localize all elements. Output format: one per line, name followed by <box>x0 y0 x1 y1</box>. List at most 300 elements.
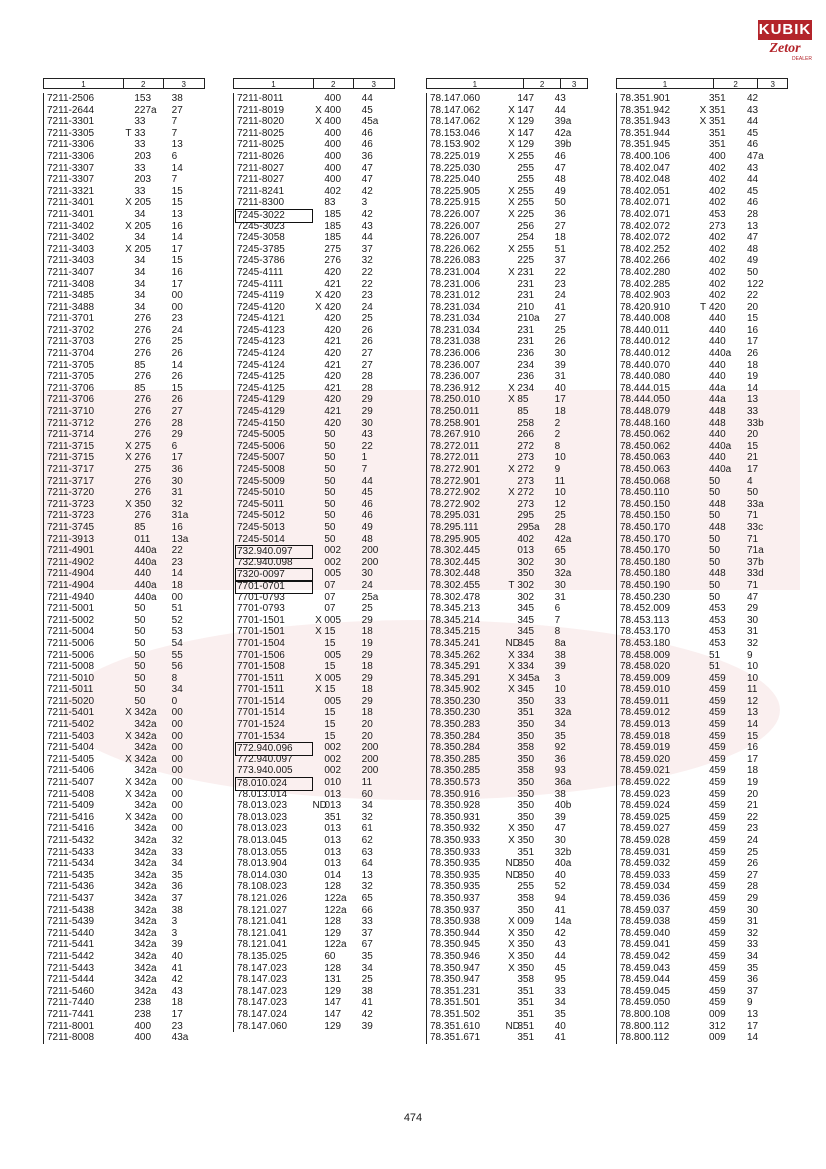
part-mark-cell <box>123 209 135 221</box>
position-number-cell <box>747 800 781 812</box>
part-row <box>430 823 588 835</box>
part-number-cell <box>620 812 697 824</box>
part-mark: T <box>125 127 132 139</box>
part-mark-cell <box>313 858 325 870</box>
part-row <box>237 406 395 418</box>
position-number-cell <box>362 186 395 198</box>
position-number: 46 <box>361 498 373 510</box>
part-row <box>620 835 788 847</box>
part-number-cell <box>430 406 506 418</box>
figure-number: 15 <box>324 684 336 696</box>
part-row <box>47 835 205 847</box>
figure-number-cell <box>134 615 171 627</box>
part-mark-cell <box>506 847 518 859</box>
part-mark-cell <box>123 974 135 986</box>
part-number-cell <box>430 568 506 580</box>
position-number-cell <box>362 360 395 372</box>
part-number-cell <box>237 951 313 963</box>
part-number: 7211-3401 <box>47 208 95 220</box>
part-row <box>237 928 395 940</box>
position-number-cell <box>747 348 781 360</box>
figure-number: 50 <box>709 591 721 603</box>
part-row <box>47 290 205 302</box>
part-number-cell <box>430 476 506 488</box>
part-number-cell <box>237 742 313 754</box>
part-number-cell <box>620 441 697 453</box>
part-number: 78.350.573 <box>430 777 481 789</box>
part-row <box>620 499 788 511</box>
part-mark-cell <box>506 371 518 383</box>
figure-number: 002 <box>324 545 342 557</box>
part-row <box>430 742 588 754</box>
part-number: 7211-3715 <box>47 440 95 452</box>
part-number: 78.345.241 <box>430 637 481 649</box>
figure-number-cell <box>709 615 747 627</box>
figure-number-cell <box>134 916 171 928</box>
position-number: 18 <box>361 684 373 696</box>
part-number-cell <box>237 186 313 198</box>
position-number-cell <box>747 963 781 975</box>
part-row <box>620 557 788 569</box>
position-number: 50 <box>554 197 566 209</box>
position-number-cell <box>362 847 395 859</box>
part-number: 78.800.112 <box>620 1020 670 1032</box>
position-number: 20 <box>361 719 373 731</box>
position-number: 14 <box>171 232 183 244</box>
part-mark-cell <box>697 765 709 777</box>
part-number: 78.459.028 <box>620 835 671 846</box>
part-mark-cell <box>506 951 518 963</box>
column-header <box>426 78 588 89</box>
position-number-cell <box>555 93 588 105</box>
figure-number-cell <box>134 626 171 638</box>
position-number: 67 <box>361 939 373 951</box>
figure-number: 013 <box>324 858 342 870</box>
position-number-cell <box>362 429 395 441</box>
part-row <box>47 858 205 870</box>
position-number: 44 <box>361 475 373 487</box>
part-number: 78.226.007 <box>430 232 481 244</box>
position-number: 28 <box>747 208 759 220</box>
figure-number-cell <box>709 789 747 801</box>
part-number: 78.350.944 <box>430 927 481 939</box>
figure-number-cell <box>324 105 361 117</box>
position-number-cell <box>172 325 205 337</box>
part-row <box>620 336 788 348</box>
part-mark-cell <box>697 290 709 302</box>
part-mark-cell <box>506 719 518 731</box>
figure-number-cell <box>134 974 171 986</box>
figure-number: 400 <box>324 104 342 116</box>
part-number: 78.350.932 <box>430 823 481 835</box>
figure-number: 402 <box>709 197 726 209</box>
part-number: 78.440.011 <box>620 324 670 336</box>
part-row <box>237 696 395 708</box>
part-number: 7211-5006 <box>47 649 95 661</box>
part-number: 78.350.945 <box>430 939 481 951</box>
part-mark-cell <box>123 626 135 638</box>
figure-number: 122a <box>324 892 347 904</box>
part-number: 7211-3717 <box>47 475 95 487</box>
part-mark-cell <box>697 916 709 928</box>
part-row <box>47 499 205 511</box>
position-number: 30 <box>171 475 183 487</box>
figure-number: 203 <box>134 150 152 162</box>
figure-number-cell <box>324 939 361 951</box>
figure-number: 440a <box>134 579 157 591</box>
part-mark-cell <box>123 93 135 105</box>
part-number-cell <box>430 348 506 360</box>
part-number-cell <box>237 881 313 893</box>
figure-number-cell <box>324 777 361 789</box>
part-number: 78.459.032 <box>620 858 671 870</box>
part-number: 78.013.023 <box>237 823 288 835</box>
figure-number: 276 <box>134 429 152 441</box>
part-number-cell <box>620 928 697 940</box>
position-number: 14 <box>747 719 759 731</box>
figure-number: 276 <box>134 336 152 348</box>
column-header <box>616 78 788 89</box>
part-number-cell <box>47 939 123 951</box>
figure-number: 013 <box>324 788 342 800</box>
position-number: 51 <box>554 243 566 255</box>
figure-number: 85 <box>134 382 146 394</box>
figure-number-cell <box>709 452 747 464</box>
part-number: 78.459.009 <box>620 672 671 684</box>
position-number-cell <box>747 545 781 557</box>
part-number-cell <box>47 638 123 650</box>
position-number-cell <box>172 893 205 905</box>
part-number-cell <box>237 916 313 928</box>
figure-number-cell <box>134 406 171 418</box>
figure-number-cell <box>709 139 747 151</box>
figure-number-cell <box>709 1032 747 1044</box>
part-number: 7211-8027 <box>237 174 285 186</box>
part-number-cell <box>620 847 697 859</box>
position-number-cell <box>172 928 205 940</box>
figure-number: 50 <box>709 510 721 522</box>
part-mark: X <box>508 962 515 974</box>
position-number: 34 <box>747 950 759 962</box>
position-number: 18 <box>747 765 759 777</box>
part-number-cell <box>237 174 313 186</box>
position-number-cell <box>172 626 205 638</box>
part-number-cell <box>620 197 697 209</box>
part-number: 78.350.916 <box>430 788 481 800</box>
part-row <box>620 116 788 128</box>
position-number: 25 <box>554 510 566 522</box>
position-number-cell <box>362 742 395 754</box>
figure-number: 459 <box>709 753 726 765</box>
part-mark: X <box>508 208 515 220</box>
figure-number-cell <box>709 951 747 963</box>
position-number: 38 <box>171 93 183 104</box>
part-number-cell <box>430 93 506 105</box>
part-number: 7211-3403 <box>47 255 95 267</box>
figure-number: 402 <box>709 174 726 186</box>
part-number-cell <box>430 870 505 882</box>
part-number-cell <box>430 429 506 441</box>
part-row <box>620 800 788 812</box>
part-mark: X <box>125 788 132 800</box>
part-mark-cell <box>506 522 518 534</box>
part-number-cell <box>47 963 123 975</box>
figure-number: 85 <box>134 521 146 533</box>
part-row <box>430 650 588 662</box>
figure-number-cell <box>324 197 361 209</box>
figure-number-cell <box>517 163 554 175</box>
part-row <box>620 302 788 314</box>
part-number-cell <box>47 1021 123 1033</box>
figure-number: 459 <box>709 950 726 962</box>
figure-number: 273 <box>517 452 535 464</box>
position-number-cell <box>747 279 781 291</box>
part-number-cell <box>430 626 506 638</box>
position-number-cell <box>172 302 205 314</box>
part-number-cell <box>620 974 697 986</box>
part-number-cell <box>47 754 123 766</box>
figure-number-cell <box>134 93 171 105</box>
part-mark-cell <box>697 487 709 499</box>
part-number: 78.450.063 <box>620 464 671 475</box>
part-row <box>237 858 395 870</box>
figure-number-cell <box>324 1009 361 1021</box>
figure-number: 342a <box>134 753 157 765</box>
position-number: 25a <box>361 591 379 603</box>
part-number: 78.345.215 <box>430 626 481 638</box>
part-number: 78.350.938 <box>430 916 481 928</box>
part-number-cell <box>620 105 697 117</box>
part-number-cell <box>47 441 123 453</box>
part-row <box>620 139 788 151</box>
part-row <box>430 754 588 766</box>
column-header-cell: 1 <box>81 80 86 89</box>
figure-number-cell <box>709 754 747 766</box>
part-row <box>620 707 788 719</box>
figure-number-cell <box>324 232 361 244</box>
position-number-cell <box>172 151 205 163</box>
position-number-cell <box>747 510 781 522</box>
part-number-cell <box>620 870 697 882</box>
part-mark-cell <box>313 394 325 406</box>
figure-number: 50 <box>134 695 146 707</box>
figure-number: 15 <box>324 626 336 638</box>
position-number-cell <box>172 371 205 383</box>
part-row <box>47 244 205 256</box>
figure-number-cell <box>517 1032 554 1044</box>
part-mark-cell <box>313 487 325 499</box>
position-number-cell <box>172 719 205 731</box>
part-mark-cell <box>697 197 709 209</box>
figure-number: 254 <box>517 232 535 244</box>
part-number: 78.448.079 <box>620 406 671 418</box>
part-number: 78.450.110 <box>620 487 670 499</box>
position-number-cell <box>362 336 395 348</box>
position-number: 15 <box>171 382 183 394</box>
figure-number-cell <box>517 789 554 801</box>
position-number: 38 <box>171 904 183 916</box>
part-row <box>620 847 788 859</box>
position-number: 32 <box>747 637 759 649</box>
figure-number: 400 <box>134 1020 152 1032</box>
part-number: 78.231.006 <box>430 278 481 290</box>
position-number: 25 <box>361 313 373 325</box>
part-mark: X <box>508 649 515 661</box>
figure-number: 420 <box>324 301 342 313</box>
part-row <box>430 383 588 395</box>
figure-number: 345 <box>517 684 535 696</box>
position-number: 17 <box>171 452 183 464</box>
figure-number-cell <box>709 128 747 140</box>
part-number: 7211-8300 <box>237 197 285 209</box>
part-number-cell <box>430 986 506 998</box>
part-mark-cell <box>313 348 325 360</box>
row-list <box>43 93 205 1044</box>
part-row <box>237 93 395 105</box>
part-number: 78.350.284 <box>430 742 481 754</box>
part-number-cell <box>430 116 506 128</box>
part-number-cell <box>620 174 697 186</box>
part-row <box>47 951 205 963</box>
figure-number: 358 <box>517 765 535 777</box>
position-number: 22 <box>554 266 566 278</box>
figure-number: 351 <box>709 93 726 104</box>
part-mark-cell <box>123 963 135 975</box>
part-number-cell <box>430 174 506 186</box>
position-number: 26 <box>747 858 759 870</box>
part-row <box>430 360 588 372</box>
position-number-cell <box>747 1032 781 1044</box>
part-number-cell <box>47 881 123 893</box>
part-mark-cell <box>506 684 518 696</box>
part-row <box>430 626 588 638</box>
figure-number-cell <box>134 603 171 615</box>
part-mark-cell <box>313 476 325 488</box>
figure-number-cell <box>517 348 554 360</box>
position-number: 39 <box>171 939 183 951</box>
figure-number: 50 <box>324 464 336 475</box>
position-number-cell <box>172 592 205 604</box>
part-mark: X <box>315 684 322 696</box>
part-number: 78.350.937 <box>430 892 481 904</box>
part-mark-cell <box>506 835 518 847</box>
part-number-cell <box>430 371 506 383</box>
part-row <box>47 394 205 406</box>
part-number-cell <box>620 290 697 302</box>
position-number: 16 <box>171 521 183 533</box>
part-row <box>237 139 395 151</box>
position-number-cell <box>172 522 205 534</box>
position-number-cell <box>747 116 781 128</box>
position-number: 20 <box>747 788 759 800</box>
position-number-cell <box>362 394 395 406</box>
part-mark-cell <box>697 499 709 511</box>
part-mark: X <box>315 626 322 638</box>
part-number-cell <box>237 313 313 325</box>
part-mark-cell <box>506 812 518 824</box>
position-number: 34 <box>554 997 566 1009</box>
part-mark-cell <box>123 881 135 893</box>
figure-number: 421 <box>324 336 342 348</box>
figure-number: 002 <box>324 765 342 777</box>
position-number-cell <box>172 963 205 975</box>
part-mark-cell <box>313 429 325 441</box>
figure-number-cell <box>324 592 361 604</box>
figure-number-cell <box>709 255 747 267</box>
part-row <box>237 105 395 117</box>
figure-number-cell <box>324 325 361 337</box>
figure-number: 440 <box>709 452 726 464</box>
position-number: 29 <box>361 695 373 707</box>
part-number: 7211-3706 <box>47 382 95 394</box>
part-row <box>430 302 588 314</box>
part-number: 7245-4111 <box>237 278 284 290</box>
figure-number: 128 <box>324 881 342 893</box>
part-number: 78.350.947 <box>430 962 481 974</box>
figure-number-cell <box>709 221 747 233</box>
part-number: 78.350.935 <box>430 858 481 870</box>
part-number-cell <box>430 650 506 662</box>
part-number-cell <box>430 313 506 325</box>
part-number-cell <box>237 510 313 522</box>
part-mark-cell <box>697 684 709 696</box>
figure-number: 351 <box>709 139 726 151</box>
part-mark-cell <box>313 939 325 951</box>
part-mark-cell <box>697 302 709 314</box>
position-number-cell <box>362 510 395 522</box>
part-number-cell <box>237 870 313 882</box>
figure-number-cell <box>134 383 171 395</box>
part-number: 78.295.905 <box>430 533 481 545</box>
part-number-cell <box>47 279 123 291</box>
part-number-cell <box>430 394 506 406</box>
part-mark-cell <box>313 823 325 835</box>
part-number-cell <box>620 487 697 499</box>
part-number: 78.351.944 <box>620 127 671 139</box>
part-number-cell <box>237 360 313 372</box>
part-number: 7245-3023 <box>237 220 285 232</box>
part-mark-cell <box>123 928 135 940</box>
position-number-cell <box>747 765 781 777</box>
position-number: 41 <box>171 962 183 974</box>
part-row <box>47 1021 205 1033</box>
part-number-cell <box>47 823 123 835</box>
part-row <box>430 441 588 453</box>
part-row <box>47 847 205 859</box>
figure-number: 350 <box>517 568 535 580</box>
part-number-cell <box>620 916 697 928</box>
part-number: 78.267.910 <box>430 429 481 441</box>
figure-number-cell <box>134 673 171 685</box>
part-mark-cell <box>697 394 709 406</box>
part-mark-cell <box>123 638 135 650</box>
position-number: 37b <box>747 556 764 568</box>
position-number: 7 <box>361 464 368 475</box>
part-number-cell <box>237 209 313 221</box>
figure-number-cell <box>517 116 554 128</box>
part-number: 7211-5010 <box>47 672 95 684</box>
part-mark-cell <box>697 128 709 140</box>
part-number-cell <box>237 789 313 801</box>
part-number: 7211-3321 <box>47 185 95 197</box>
figure-number-cell <box>517 499 554 511</box>
part-number: 7211-3306 <box>47 150 95 162</box>
position-number-cell <box>362 406 395 418</box>
position-number: 29 <box>171 429 183 441</box>
part-row <box>237 487 395 499</box>
figure-number: 255 <box>517 881 535 893</box>
figure-number: 276 <box>134 324 152 336</box>
